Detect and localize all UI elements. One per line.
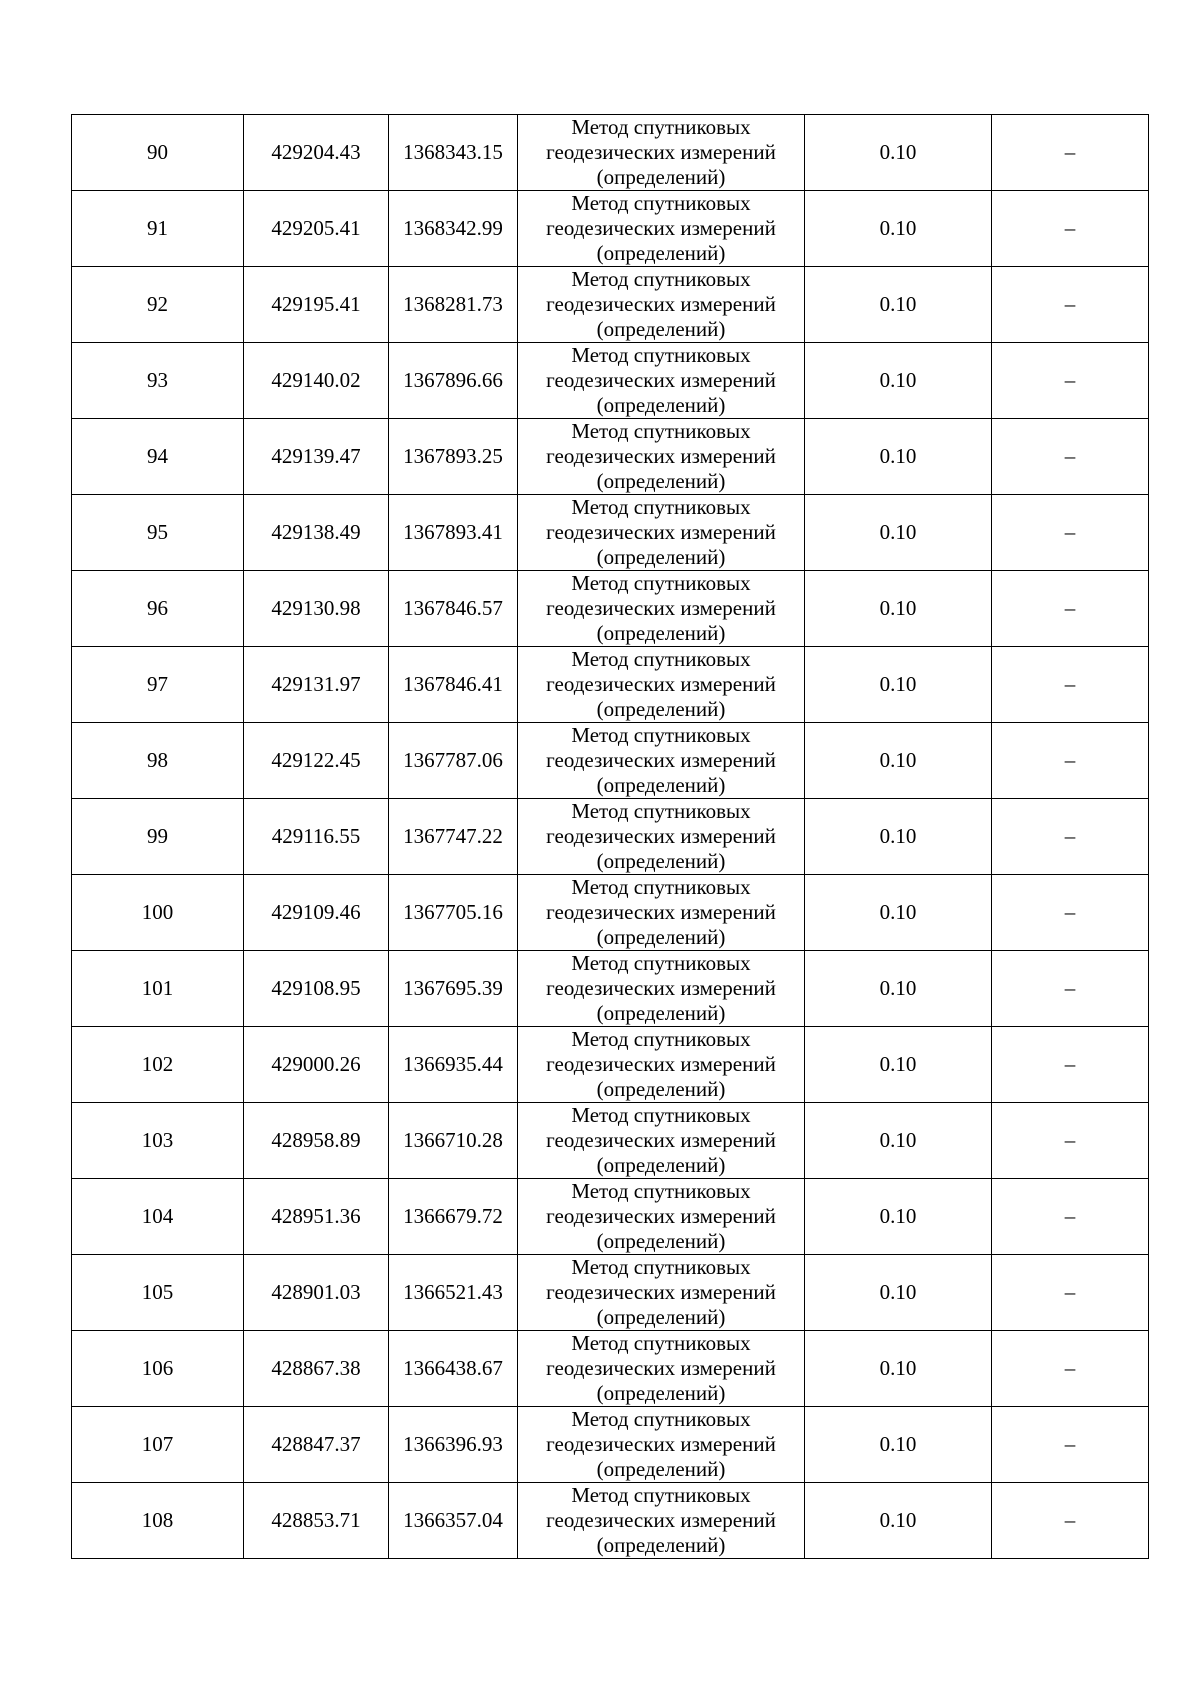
accuracy-cell: 0.10 (805, 343, 992, 419)
x-coordinate-cell: 428847.37 (244, 1407, 389, 1483)
x-coordinate-cell: 429195.41 (244, 267, 389, 343)
note-cell: – (992, 115, 1149, 191)
y-coordinate-cell: 1366396.93 (389, 1407, 518, 1483)
y-coordinate-cell: 1368343.15 (389, 115, 518, 191)
table-row (72, 1483, 1149, 1559)
method-cell: Метод спутниковых геодезических измерений (определений) (518, 1027, 805, 1103)
accuracy-cell: 0.10 (805, 951, 992, 1027)
accuracy-cell: 0.10 (805, 571, 992, 647)
x-coordinate-cell: 429140.02 (244, 343, 389, 419)
x-coordinate-cell: 428867.38 (244, 1331, 389, 1407)
note-cell: – (992, 1103, 1149, 1179)
x-coordinate-cell: 429138.49 (244, 495, 389, 571)
point-number-cell: 94 (72, 419, 244, 495)
note-cell: – (992, 875, 1149, 951)
x-coordinate-cell: 429139.47 (244, 419, 389, 495)
method-cell: Метод спутниковых геодезических измерений (определений) (518, 723, 805, 799)
point-number-cell: 105 (72, 1255, 244, 1331)
accuracy-cell: 0.10 (805, 191, 992, 267)
note-cell: – (992, 343, 1149, 419)
point-number-cell: 100 (72, 875, 244, 951)
table-row (72, 191, 1149, 267)
method-cell: Метод спутниковых геодезических измерений (определений) (518, 951, 805, 1027)
y-coordinate-cell: 1367846.57 (389, 571, 518, 647)
x-coordinate-cell: 428901.03 (244, 1255, 389, 1331)
point-number-cell: 98 (72, 723, 244, 799)
y-coordinate-cell: 1367747.22 (389, 799, 518, 875)
method-cell: Метод спутниковых геодезических измерений (определений) (518, 115, 805, 191)
method-cell: Метод спутниковых геодезических измерений (определений) (518, 799, 805, 875)
note-cell: – (992, 1407, 1149, 1483)
point-number-cell: 92 (72, 267, 244, 343)
table-row (72, 571, 1149, 647)
accuracy-cell: 0.10 (805, 495, 992, 571)
note-cell: – (992, 799, 1149, 875)
point-number-cell: 106 (72, 1331, 244, 1407)
y-coordinate-cell: 1366679.72 (389, 1179, 518, 1255)
table-row (72, 647, 1149, 723)
method-cell: Метод спутниковых геодезических измерений (определений) (518, 343, 805, 419)
x-coordinate-cell: 429204.43 (244, 115, 389, 191)
note-cell: – (992, 191, 1149, 267)
method-cell: Метод спутниковых геодезических измерений (определений) (518, 495, 805, 571)
accuracy-cell: 0.10 (805, 875, 992, 951)
note-cell: – (992, 1255, 1149, 1331)
note-cell: – (992, 1483, 1149, 1559)
method-cell: Метод спутниковых геодезических измерений (определений) (518, 1331, 805, 1407)
note-cell: – (992, 1027, 1149, 1103)
table-row (72, 1103, 1149, 1179)
method-cell: Метод спутниковых геодезических измерений (определений) (518, 1407, 805, 1483)
y-coordinate-cell: 1367787.06 (389, 723, 518, 799)
accuracy-cell: 0.10 (805, 1179, 992, 1255)
accuracy-cell: 0.10 (805, 267, 992, 343)
method-cell: Метод спутниковых геодезических измерений (определений) (518, 191, 805, 267)
table-row (72, 115, 1149, 191)
method-cell: Метод спутниковых геодезических измерений (определений) (518, 1103, 805, 1179)
method-cell: Метод спутниковых геодезических измерений (определений) (518, 1179, 805, 1255)
point-number-cell: 96 (72, 571, 244, 647)
accuracy-cell: 0.10 (805, 1255, 992, 1331)
x-coordinate-cell: 429122.45 (244, 723, 389, 799)
method-cell: Метод спутниковых геодезических измерений (определений) (518, 267, 805, 343)
accuracy-cell: 0.10 (805, 723, 992, 799)
point-number-cell: 103 (72, 1103, 244, 1179)
note-cell: – (992, 1331, 1149, 1407)
method-cell: Метод спутниковых геодезических измерений (определений) (518, 647, 805, 723)
y-coordinate-cell: 1367893.41 (389, 495, 518, 571)
x-coordinate-cell: 429000.26 (244, 1027, 389, 1103)
x-coordinate-cell: 428958.89 (244, 1103, 389, 1179)
table-row (72, 419, 1149, 495)
table-row (72, 875, 1149, 951)
table-row (72, 343, 1149, 419)
table-row (72, 1255, 1149, 1331)
point-number-cell: 102 (72, 1027, 244, 1103)
y-coordinate-cell: 1367846.41 (389, 647, 518, 723)
table-row (72, 1331, 1149, 1407)
point-number-cell: 91 (72, 191, 244, 267)
y-coordinate-cell: 1367705.16 (389, 875, 518, 951)
point-number-cell: 108 (72, 1483, 244, 1559)
accuracy-cell: 0.10 (805, 1483, 992, 1559)
y-coordinate-cell: 1368281.73 (389, 267, 518, 343)
table-row (72, 799, 1149, 875)
y-coordinate-cell: 1367896.66 (389, 343, 518, 419)
table-row (72, 1179, 1149, 1255)
note-cell: – (992, 267, 1149, 343)
table-row (72, 1027, 1149, 1103)
point-number-cell: 95 (72, 495, 244, 571)
coordinates-table (71, 114, 1149, 1559)
accuracy-cell: 0.10 (805, 1331, 992, 1407)
accuracy-cell: 0.10 (805, 115, 992, 191)
note-cell: – (992, 723, 1149, 799)
point-number-cell: 90 (72, 115, 244, 191)
x-coordinate-cell: 428951.36 (244, 1179, 389, 1255)
table-row (72, 723, 1149, 799)
y-coordinate-cell: 1366438.67 (389, 1331, 518, 1407)
point-number-cell: 97 (72, 647, 244, 723)
y-coordinate-cell: 1367893.25 (389, 419, 518, 495)
method-cell: Метод спутниковых геодезических измерений (определений) (518, 419, 805, 495)
point-number-cell: 99 (72, 799, 244, 875)
x-coordinate-cell: 429116.55 (244, 799, 389, 875)
point-number-cell: 93 (72, 343, 244, 419)
method-cell: Метод спутниковых геодезических измерений (определений) (518, 1483, 805, 1559)
y-coordinate-cell: 1367695.39 (389, 951, 518, 1027)
y-coordinate-cell: 1366357.04 (389, 1483, 518, 1559)
y-coordinate-cell: 1366521.43 (389, 1255, 518, 1331)
method-cell: Метод спутниковых геодезических измерений (определений) (518, 571, 805, 647)
x-coordinate-cell: 429130.98 (244, 571, 389, 647)
accuracy-cell: 0.10 (805, 1027, 992, 1103)
x-coordinate-cell: 429109.46 (244, 875, 389, 951)
method-cell: Метод спутниковых геодезических измерений (определений) (518, 1255, 805, 1331)
x-coordinate-cell: 429205.41 (244, 191, 389, 267)
point-number-cell: 104 (72, 1179, 244, 1255)
note-cell: – (992, 495, 1149, 571)
x-coordinate-cell: 429131.97 (244, 647, 389, 723)
accuracy-cell: 0.10 (805, 1407, 992, 1483)
table-row (72, 1407, 1149, 1483)
table-row (72, 495, 1149, 571)
y-coordinate-cell: 1366935.44 (389, 1027, 518, 1103)
note-cell: – (992, 951, 1149, 1027)
x-coordinate-cell: 429108.95 (244, 951, 389, 1027)
method-cell: Метод спутниковых геодезических измерений (определений) (518, 875, 805, 951)
accuracy-cell: 0.10 (805, 647, 992, 723)
point-number-cell: 107 (72, 1407, 244, 1483)
x-coordinate-cell: 428853.71 (244, 1483, 389, 1559)
note-cell: – (992, 647, 1149, 723)
point-number-cell: 101 (72, 951, 244, 1027)
accuracy-cell: 0.10 (805, 799, 992, 875)
table-row (72, 267, 1149, 343)
accuracy-cell: 0.10 (805, 1103, 992, 1179)
accuracy-cell: 0.10 (805, 419, 992, 495)
note-cell: – (992, 571, 1149, 647)
y-coordinate-cell: 1368342.99 (389, 191, 518, 267)
note-cell: – (992, 419, 1149, 495)
note-cell: – (992, 1179, 1149, 1255)
table-body (72, 115, 1149, 1559)
y-coordinate-cell: 1366710.28 (389, 1103, 518, 1179)
table-row (72, 951, 1149, 1027)
